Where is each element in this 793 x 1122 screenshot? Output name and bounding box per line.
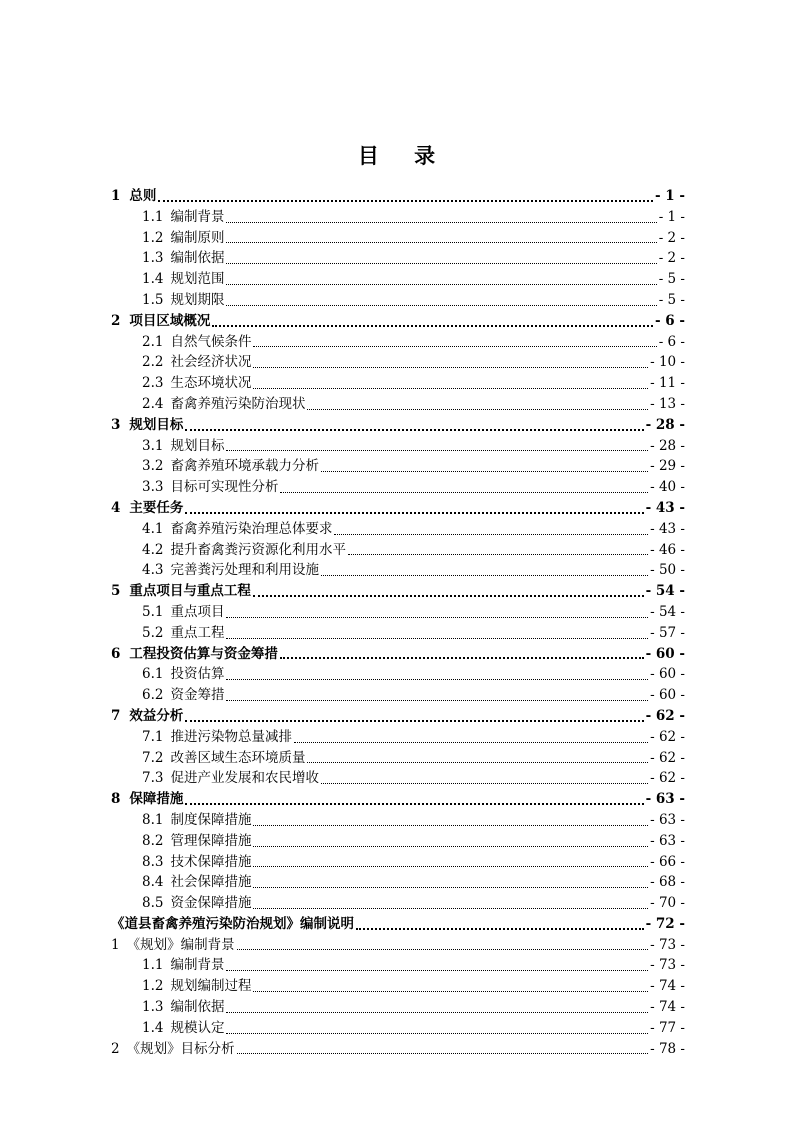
toc-entry-number: 4.1 [142,520,164,537]
toc-entry-number: 5.1 [142,603,164,620]
dot-leader [185,802,643,805]
toc-entry-text: 制度保障措施 [170,811,252,828]
toc-entry-page-number: - 43 - [650,520,685,537]
toc-entry-label [111,789,183,810]
dot-leader [334,533,648,535]
dot-leader [226,221,656,223]
toc-entry-label [142,519,332,540]
dot-leader [356,927,644,930]
toc-entry-text: 《道县畜禽养殖污染防治规划》编制说明 [111,915,354,932]
toc-entry-number: 8.5 [142,895,164,912]
toc-entry-text: 保障措施 [129,791,184,808]
toc-entry[interactable] [111,664,685,685]
toc-entry-label [142,955,224,976]
toc-entry-label [111,1039,235,1060]
toc-entry-number: 8.3 [142,853,164,870]
toc-entry-number: 2 [111,312,121,329]
toc-entry-number: 1.3 [142,999,164,1016]
toc-entry-number: 8 [111,791,121,808]
toc-entry-label [111,935,235,956]
toc-entry-page-number: - 62 - [645,707,685,724]
toc-entry-number: 1.4 [142,1019,164,1036]
toc-entry[interactable] [111,748,685,769]
toc-entry-label [142,560,319,581]
dot-leader [253,990,648,992]
toc-entry-text: 重点项目 [170,603,225,620]
toc-entry-label [142,748,305,769]
dot-leader [253,594,644,597]
toc-entry[interactable] [111,581,685,602]
toc-entry-text: 社会保障措施 [170,874,252,891]
toc-entry-page-number: - 54 - [645,583,685,600]
toc-entry-page-number: - 6 - [655,312,685,329]
toc-entry-number: 2.3 [142,375,164,392]
toc-entry-label [142,976,251,997]
toc-entry-page-number: - 2 - [658,229,685,246]
toc-entry-number: 5.2 [142,624,164,641]
toc-entry[interactable] [111,207,685,228]
toc-entry[interactable] [111,540,685,561]
toc-entry[interactable] [111,560,685,581]
toc-entry-label [142,997,224,1018]
toc-entry[interactable] [111,332,685,353]
toc-entry-text: 编制原则 [170,229,225,246]
toc-entry-number: 1.1 [142,957,164,974]
toc-entry-label [142,394,305,415]
toc-entry-text: 技术保障措施 [170,853,252,870]
toc-entry-text: 编制背景 [170,957,225,974]
toc-entry-label [142,540,346,561]
toc-entry[interactable] [111,456,685,477]
toc-entry-text: 管理保障措施 [170,832,252,849]
dot-leader [253,907,648,909]
toc-entry-text: 重点工程 [170,624,225,641]
dot-leader [226,616,648,618]
toc-entry-label [142,852,251,873]
toc-entry-page-number: - 29 - [650,458,685,475]
toc-entry-text: 《规划》目标分析 [126,1040,235,1057]
toc-entry-text: 畜禽养殖污染治理总体要求 [170,520,333,537]
dot-leader [185,428,643,431]
dot-leader [294,741,648,743]
toc-entry-text: 生态环境状况 [170,375,252,392]
dot-leader [307,408,648,410]
toc-entry-page-number: - 68 - [650,874,685,891]
toc-entry[interactable] [111,394,685,415]
toc-entry-number: 4.2 [142,541,164,558]
toc-entry-text: 规划目标 [170,437,225,454]
toc-entry-text: 资金保障措施 [170,895,252,912]
toc-entry-page-number: - 10 - [650,354,685,371]
dot-leader [226,262,656,264]
toc-entry[interactable] [111,789,685,810]
toc-entry-text: 自然气候条件 [170,333,252,350]
toc-entry-number: 7.3 [142,770,164,787]
toc-entry-page-number: - 72 - [645,915,685,932]
toc-entry-page-number: - 1 - [655,188,685,204]
toc-entry-number: 1.4 [142,271,164,288]
toc-entry-label [142,207,224,228]
toc-entry-page-number: - 6 - [658,333,685,350]
toc-entry[interactable] [111,415,685,436]
toc-entry-text: 项目区域概况 [129,312,211,329]
toc-entry-label [142,269,224,290]
toc-entry-text: 总则 [129,188,157,204]
toc-entry-page-number: - 28 - [645,416,685,433]
toc-entry[interactable] [111,935,685,956]
dot-leader [226,449,648,451]
toc-entry-label [142,290,224,311]
toc-entry-label [142,352,251,373]
toc-entry[interactable] [111,602,685,623]
toc-entry-label [111,581,251,602]
toc-entry-number: 1.5 [142,291,164,308]
toc-entry-page-number: - 11 - [650,375,685,392]
dot-leader [253,865,648,867]
toc-entry-number: 2.2 [142,354,164,371]
toc-entry-number: 3.2 [142,458,164,475]
toc-entry-label [142,685,224,706]
dot-leader [237,948,649,950]
toc-entry-label [142,664,224,685]
dot-leader [348,553,648,555]
toc-entry[interactable] [111,228,685,249]
toc-entry[interactable] [111,248,685,269]
toc-entry[interactable] [111,706,685,727]
toc-entry[interactable] [111,644,685,665]
dot-leader [185,719,643,722]
toc-entry-number: 2.1 [142,333,164,350]
toc-entry-text: 社会经济状况 [170,354,252,371]
dot-leader [253,845,648,847]
toc-entry-page-number: - 78 - [650,1040,685,1057]
toc-entry-label [111,644,278,665]
toc-entry-number: 3 [111,416,121,433]
toc-entry-page-number: - 50 - [650,562,685,579]
toc-entry-text: 改善区域生态环境质量 [170,749,306,766]
toc-entry-page-number: - 13 - [650,395,685,412]
toc-entry-label [142,893,251,914]
dot-leader [212,324,653,327]
toc-entry-page-number: - 62 - [650,728,685,745]
dot-leader [280,656,644,659]
toc-entry[interactable] [111,852,685,873]
toc-entry-label [142,872,251,893]
toc-entry-text: 畜禽养殖环境承载力分析 [170,458,319,475]
toc-entry-number: 1 [111,188,121,204]
dot-leader [253,387,648,389]
toc-entry[interactable] [111,685,685,706]
toc-entry[interactable] [111,290,685,311]
toc-entry-label [142,248,224,269]
toc-entry[interactable] [111,186,685,207]
toc-entry[interactable] [111,269,685,290]
toc-entry-page-number: - 60 - [650,687,685,704]
toc-entry[interactable] [111,1039,685,1060]
toc-entry-page-number: - 63 - [650,832,685,849]
toc-entry-text: 规划编制过程 [170,978,252,995]
toc-entry-text: 目标可实现性分析 [170,479,279,496]
dot-leader [226,678,648,680]
toc-entry-text: 编制依据 [170,250,225,267]
toc-entry-number: 8.4 [142,874,164,891]
toc-entry[interactable] [111,1018,685,1039]
toc-entry[interactable] [111,519,685,540]
toc-entry[interactable] [111,477,685,498]
toc-entry-number: 1.2 [142,229,164,246]
toc-entry-page-number: - 40 - [650,479,685,496]
toc-entry-page-number: - 54 - [650,603,685,620]
toc-entry-label [142,1018,224,1039]
toc-entry[interactable] [111,810,685,831]
toc-entry-page-number: - 74 - [650,978,685,995]
toc-entry-label [142,373,251,394]
toc-entry[interactable] [111,893,685,914]
toc-entry-text: 提升畜禽粪污资源化利用水平 [170,541,346,558]
toc-entry-text: 工程投资估算与资金筹措 [129,645,278,662]
toc-entry-text: 规划目标 [129,416,184,433]
toc-entry-number: 7.2 [142,749,164,766]
toc-entry-label [142,228,224,249]
toc-entry[interactable] [111,436,685,457]
dot-leader [226,969,648,971]
toc-entry-number: 3.3 [142,479,164,496]
toc-entry[interactable] [111,997,685,1018]
toc-entry-text: 畜禽养殖污染防治现状 [170,395,306,412]
toc-entry-page-number: - 74 - [650,999,685,1016]
toc-entry[interactable] [111,831,685,852]
toc-entry-text: 资金筹措 [170,687,225,704]
toc-entry-text: 《规划》编制背景 [126,936,235,953]
toc-entry-number: 1.3 [142,250,164,267]
toc-entry-page-number: - 63 - [645,791,685,808]
dot-leader [321,470,648,472]
toc-entry-number: 7 [111,707,121,724]
toc-entry-label [142,456,319,477]
toc-entry-text: 编制依据 [170,999,225,1016]
toc-entry-page-number: - 73 - [650,957,685,974]
toc-entry-label [142,768,319,789]
toc-entry-label [142,727,292,748]
toc-entry-page-number: - 60 - [645,645,685,662]
toc-entry-label [111,311,210,332]
page-title: 目 录 [357,143,450,168]
toc-entry-text: 投资估算 [170,666,225,683]
toc-entry-page-number: - 62 - [650,770,685,787]
toc-entry-label [111,415,183,436]
dot-leader [226,241,656,243]
toc-entry-number: 4 [111,499,121,516]
toc-entry-page-number: - 60 - [650,666,685,683]
toc-entry-text: 完善粪污处理和利用设施 [170,562,319,579]
toc-entry-text: 促进产业发展和农民增收 [170,770,319,787]
toc-entry-label [142,332,251,353]
dot-leader [307,761,648,763]
toc-entry-number: 6 [111,645,121,662]
toc-entry-text: 主要任务 [129,499,184,516]
dot-leader [226,1011,648,1013]
toc-entry-page-number: - 28 - [650,437,685,454]
toc-entry-page-number: - 57 - [650,624,685,641]
toc-entry-text: 编制背景 [170,208,225,225]
toc-entry-number: 8.1 [142,811,164,828]
toc-entry-page-number: - 46 - [650,541,685,558]
toc-entry-page-number: - 62 - [650,749,685,766]
dot-leader [253,824,648,826]
dot-leader [226,637,648,639]
toc-entry-label [111,498,183,519]
dot-leader [237,1052,649,1054]
toc-entry[interactable] [111,498,685,519]
toc-entry-text: 重点项目与重点工程 [129,583,251,600]
toc-entry-number: 2.4 [142,395,164,412]
toc-entry-page-number: - 66 - [650,853,685,870]
dot-leader [253,366,648,368]
toc-entry-page-number: - 5 - [658,271,685,288]
toc-entry[interactable] [111,872,685,893]
toc-entry-number: 1.2 [142,978,164,995]
toc-entry-number: 1.1 [142,208,164,225]
toc-entry-label [142,623,224,644]
dot-leader [158,199,653,202]
toc-entry-page-number: - 70 - [650,895,685,912]
toc-entry-number: 3.1 [142,437,164,454]
toc-entry[interactable] [111,352,685,373]
toc-entry[interactable] [111,976,685,997]
toc-entry-page-number: - 5 - [658,291,685,308]
dot-leader [226,699,648,701]
toc-entry-number: 1 [111,936,120,953]
toc-entry-page-number: - 43 - [645,499,685,516]
toc-entry-text: 推进污染物总量减排 [170,728,292,745]
dot-leader [185,511,643,514]
toc-entry[interactable] [111,373,685,394]
toc-entry-number: 2 [111,1040,120,1057]
toc-entry-label [142,436,224,457]
dot-leader [321,782,648,784]
toc-entry-label [142,810,251,831]
toc-entry-label [142,602,224,623]
dot-leader [226,1032,648,1034]
toc-entry-label [142,831,251,852]
toc-entry-number: 7.1 [142,728,164,745]
toc-entry-number: 5 [111,583,121,600]
toc-entry-label [111,186,156,207]
toc-entry-label [111,914,354,935]
toc-entry-page-number: - 63 - [650,811,685,828]
toc-entry-text: 规划期限 [170,291,225,308]
dot-leader [321,574,648,576]
table-of-contents [111,186,685,1059]
toc-entry[interactable] [111,623,685,644]
dot-leader [253,886,648,888]
toc-entry-text: 效益分析 [129,707,184,724]
toc-entry[interactable] [111,727,685,748]
dot-leader [226,304,656,306]
toc-entry-page-number: - 1 - [658,208,685,225]
toc-entry-page-number: - 2 - [658,250,685,267]
toc-entry-number: 4.3 [142,562,164,579]
toc-entry[interactable] [111,914,685,935]
dot-leader [226,283,656,285]
toc-entry-text: 规划范围 [170,271,225,288]
toc-entry-number: 6.1 [142,666,164,683]
toc-entry-text: 规模认定 [170,1019,225,1036]
toc-entry-label [111,706,183,727]
toc-entry-number: 8.2 [142,832,164,849]
dot-leader [253,345,656,347]
dot-leader [280,491,648,493]
toc-entry-label [142,477,278,498]
toc-entry-page-number: - 73 - [650,936,685,953]
toc-entry-page-number: - 77 - [650,1019,685,1036]
toc-entry[interactable] [111,768,685,789]
toc-entry-number: 6.2 [142,687,164,704]
toc-entry[interactable] [111,311,685,332]
toc-entry[interactable] [111,955,685,976]
